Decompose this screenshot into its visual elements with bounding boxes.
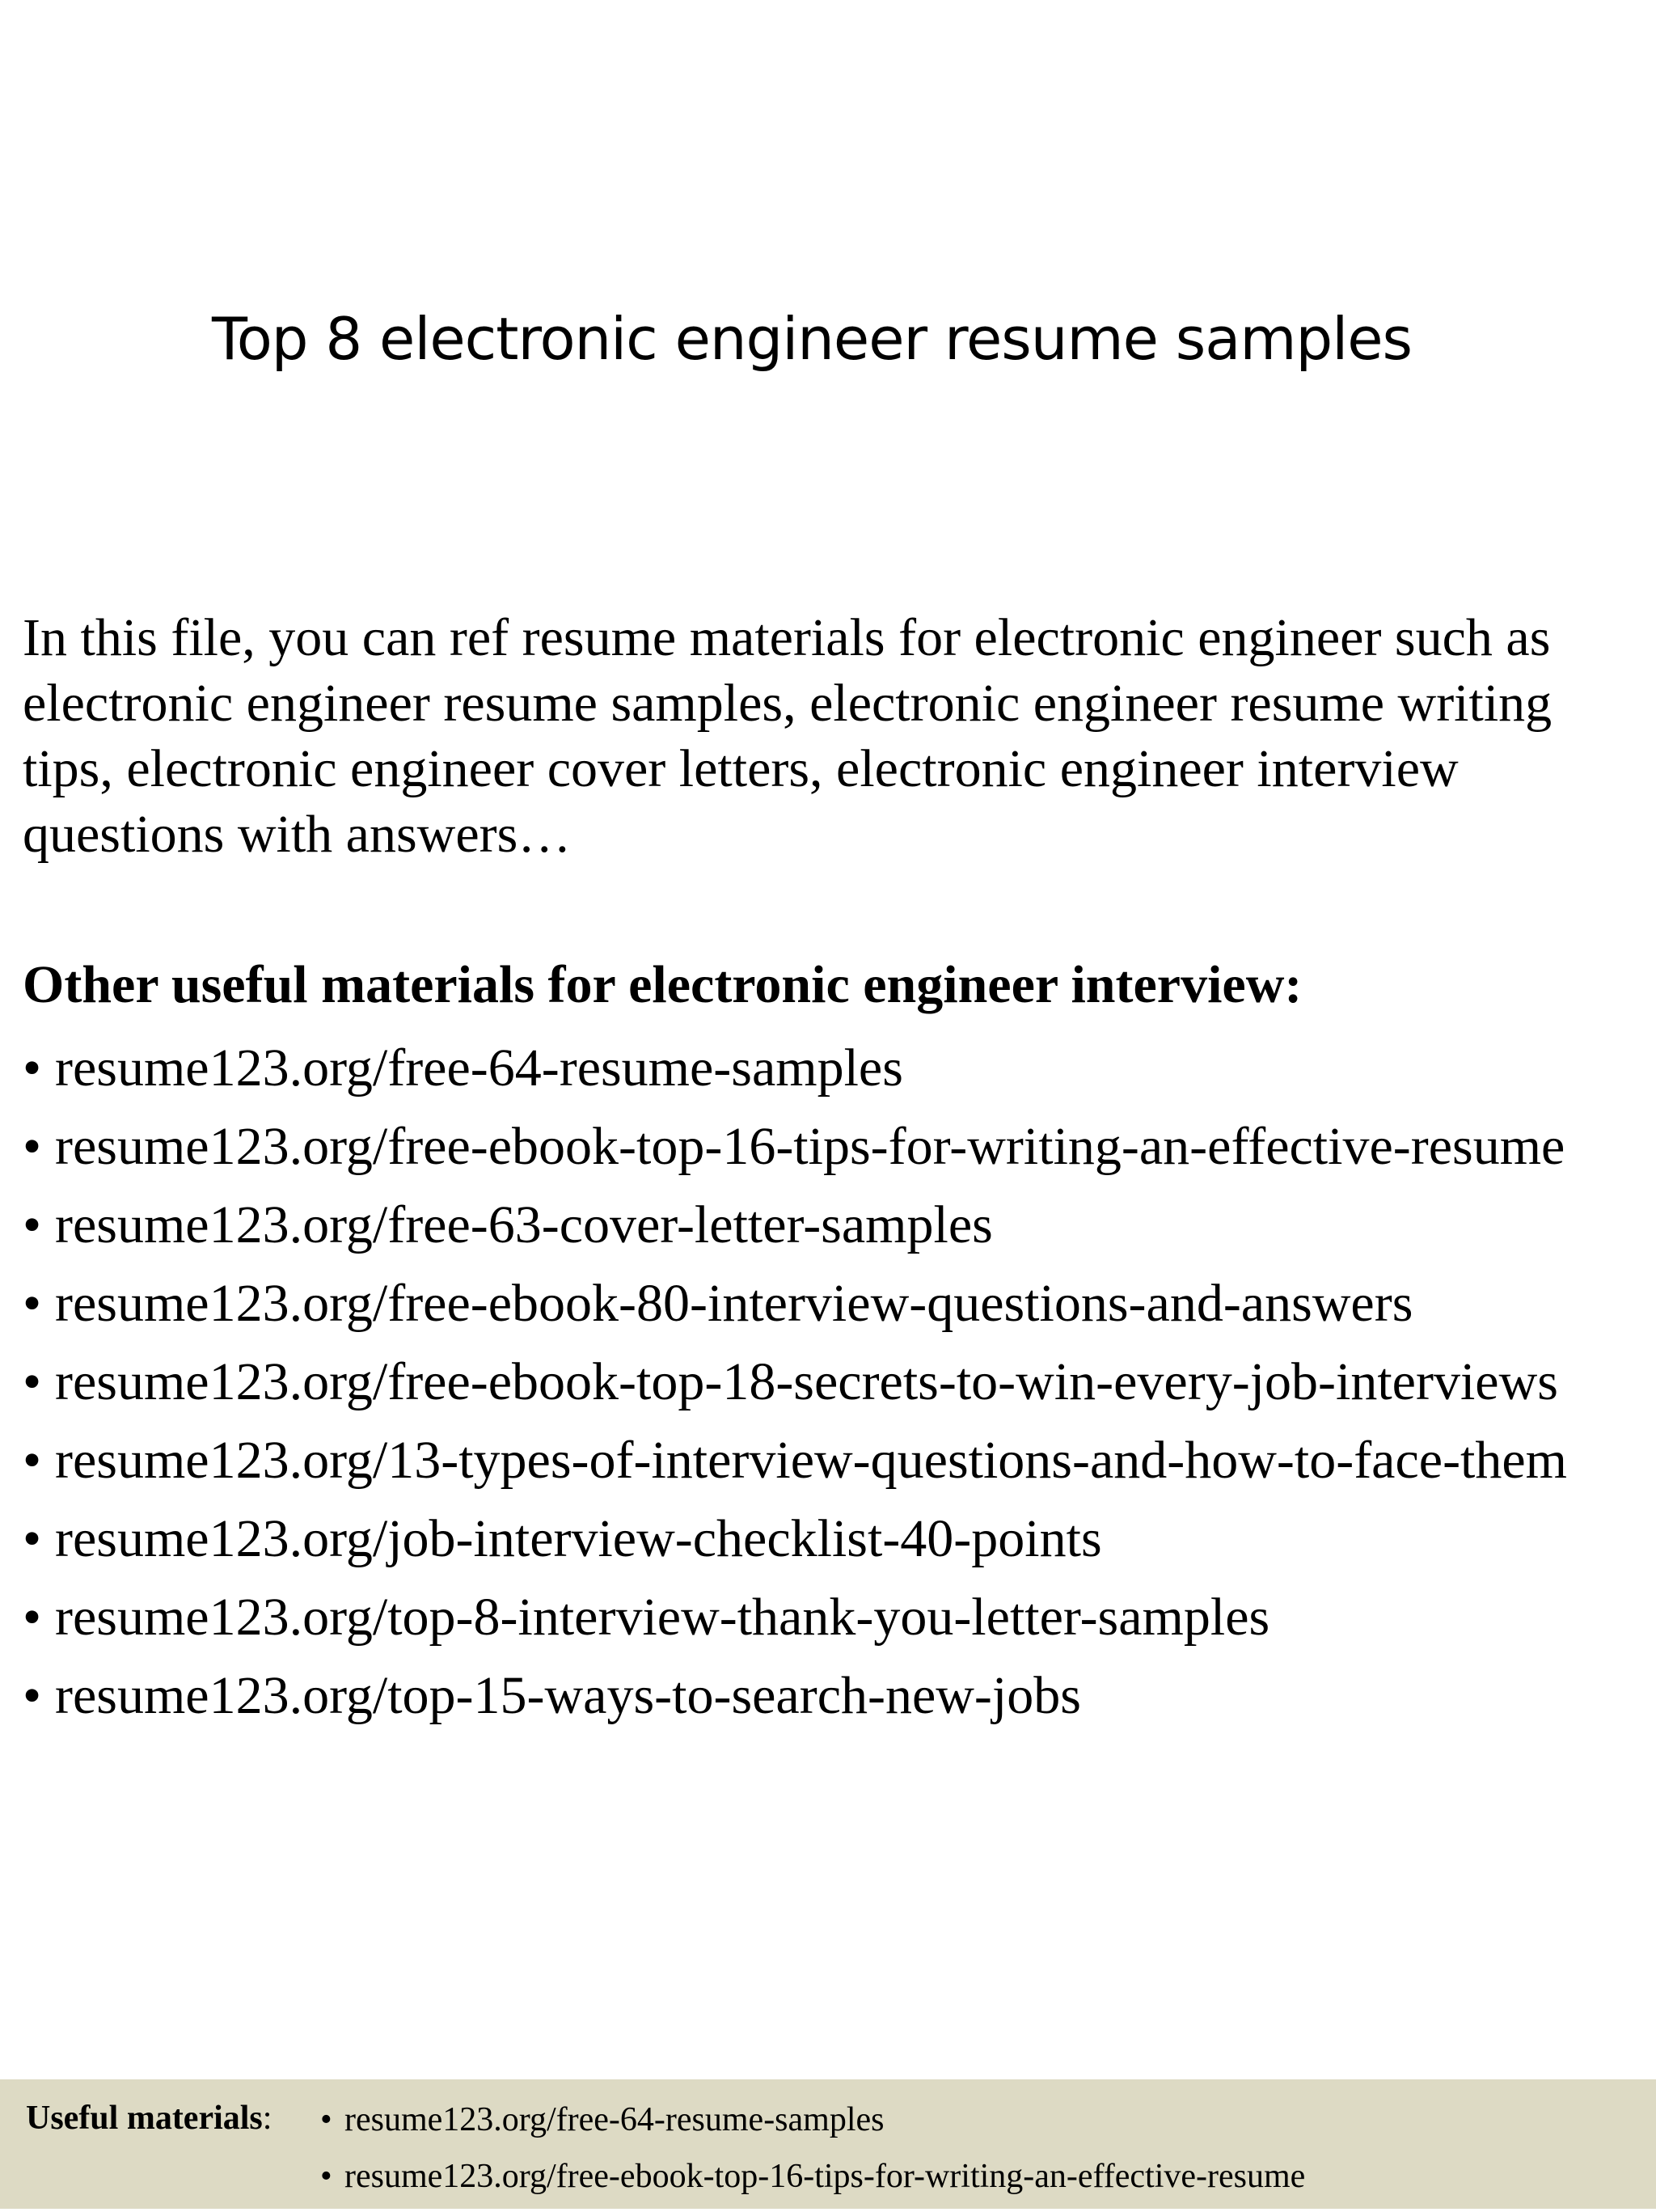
bullet-icon: • <box>320 2158 332 2195</box>
footer-bar <box>0 2079 1656 2209</box>
footer-link[interactable]: resume123.org/free-64-resume-samples <box>344 2101 885 2138</box>
list-item <box>23 1186 1567 1264</box>
bullet-icon: • <box>320 2101 332 2138</box>
material-link[interactable]: resume123.org/free-64-resume-samples <box>55 1038 903 1098</box>
material-link[interactable]: resume123.org/free-ebook-top-18-secrets-to-win-every-job-interviews <box>55 1352 1558 1411</box>
bullet-icon: • <box>23 1666 42 1725</box>
material-link[interactable]: resume123.org/top-8-interview-thank-you-letter-samples <box>55 1588 1270 1647</box>
list-item <box>320 2155 1305 2212</box>
material-link[interactable]: resume123.org/free-ebook-top-16-tips-for-writing-an-effective-resume <box>55 1117 1565 1176</box>
list-item <box>23 1656 1567 1735</box>
list-item <box>23 1499 1567 1578</box>
footer-label <box>26 2099 272 2138</box>
list-item <box>23 1421 1567 1499</box>
bullet-icon: • <box>23 1352 42 1411</box>
list-item <box>23 1343 1567 1421</box>
intro-line: tips, electronic engineer cover letters, electronic engineer interview <box>23 739 1459 798</box>
intro-paragraph <box>23 605 1632 867</box>
footer-label-text: Useful materials <box>26 2100 263 2137</box>
list-item <box>320 2099 1305 2155</box>
bullet-icon: • <box>23 1588 42 1647</box>
list-item <box>23 1264 1567 1343</box>
list-item <box>23 1578 1567 1656</box>
intro-line: electronic engineer resume samples, electronic engineer resume writing <box>23 674 1552 733</box>
material-link[interactable]: resume123.org/job-interview-checklist-40-points <box>55 1509 1102 1568</box>
bullet-icon: • <box>23 1195 42 1254</box>
footer-link[interactable]: resume123.org/free-ebook-top-16-tips-for-writing-an-effective-resume <box>344 2158 1306 2195</box>
bullet-icon: • <box>23 1431 42 1490</box>
material-link[interactable]: resume123.org/free-63-cover-letter-samples <box>55 1195 993 1254</box>
intro-line: questions with answers… <box>23 805 572 864</box>
intro-line: In this file, you can ref resume materials for electronic engineer such as <box>23 608 1551 667</box>
page-title: Top 8 electronic engineer resume samples <box>211 305 1413 373</box>
bullet-icon: • <box>23 1038 42 1098</box>
bullet-icon: • <box>23 1274 42 1333</box>
list-item <box>23 1107 1567 1186</box>
footer-links-list <box>320 2099 1305 2212</box>
bullet-icon: • <box>23 1509 42 1568</box>
other-materials-heading: Other useful materials for electronic engineer interview: <box>23 955 1303 1014</box>
list-item <box>23 1029 1567 1107</box>
footer-colon: : <box>262 2100 272 2137</box>
material-link[interactable]: resume123.org/free-ebook-80-interview-questions-and-answers <box>55 1274 1413 1333</box>
material-link[interactable]: resume123.org/13-types-of-interview-questions-and-how-to-face-them <box>55 1431 1568 1490</box>
bullet-icon: • <box>23 1117 42 1176</box>
material-link[interactable]: resume123.org/top-15-ways-to-search-new-jobs <box>55 1666 1081 1725</box>
other-materials-list <box>23 1029 1567 1735</box>
